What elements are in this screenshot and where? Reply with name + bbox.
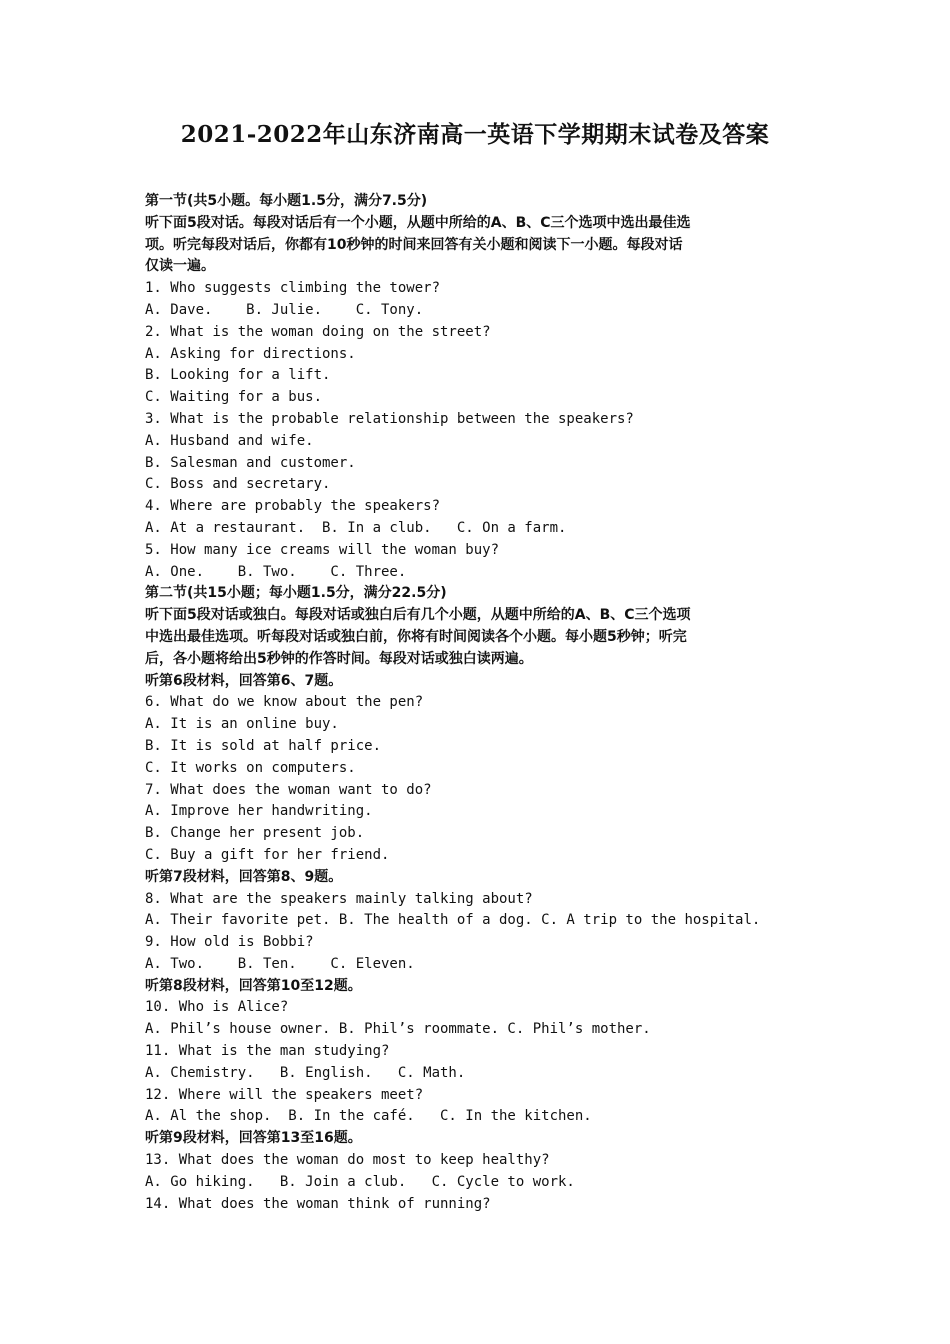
answer-options: A. Their favorite pet. B. The health of a dog. C. A trip to the hospital. bbox=[145, 912, 761, 929]
document-title: 2021-2022年山东济南高一英语下学期期末试卷及答案 bbox=[180, 121, 770, 148]
question-text: 6. What do we know about the pen? bbox=[145, 694, 424, 711]
answer-options: B. Looking for a lift. bbox=[145, 367, 331, 384]
question-text: 10. Who is Alice? bbox=[145, 999, 289, 1016]
section-heading: 中选出最佳选项。听每段对话或独白前，你将有时间阅读各个小题。每小题5秒钟；听完 bbox=[145, 628, 687, 645]
document-body bbox=[145, 191, 810, 1215]
answer-options: B. Change her present job. bbox=[145, 825, 365, 842]
question-text: 11. What is the man studying? bbox=[145, 1043, 390, 1060]
answer-options: A. Two. B. Ten. C. Eleven. bbox=[145, 955, 415, 972]
section-heading: 听第8段材料，回答第10至12题。 bbox=[145, 977, 362, 994]
question-text: 13. What does the woman do most to keep healthy? bbox=[145, 1152, 550, 1169]
answer-options: C. It works on computers. bbox=[145, 759, 356, 776]
question-text: 14. What does the woman think of running? bbox=[145, 1195, 491, 1212]
question-text: 2. What is the woman doing on the street? bbox=[145, 323, 491, 340]
answer-options: C. Buy a gift for her friend. bbox=[145, 846, 390, 863]
question-text: 9. How old is Bobbi? bbox=[145, 934, 314, 951]
question-text: 3. What is the probable relationship between the speakers? bbox=[145, 410, 634, 427]
answer-options: B. It is sold at half price. bbox=[145, 737, 382, 754]
question-text: 7. What does the woman want to do? bbox=[145, 781, 432, 798]
answer-options: A. Husband and wife. bbox=[145, 432, 314, 449]
answer-options: A. Improve her handwriting. bbox=[145, 803, 373, 820]
answer-options: A. At a restaurant. B. In a club. C. On a farm. bbox=[145, 519, 567, 536]
section-heading: 第二节(共15小题；每小题1.5分，满分22.5分) bbox=[145, 585, 447, 602]
section-heading: 听第7段材料，回答第8、9题。 bbox=[145, 868, 343, 885]
answer-options: A. Dave. B. Julie. C. Tony. bbox=[145, 301, 424, 318]
question-text: 4. Where are probably the speakers? bbox=[145, 498, 441, 515]
section-heading: 听下面5段对话或独白。每段对话或独白后有几个小题，从题中所给的A、B、C三个选项 bbox=[145, 607, 691, 624]
question-text: 12. Where will the speakers meet? bbox=[145, 1086, 424, 1103]
answer-options: A. Phil’s house owner. B. Phil’s roommate. C. Phil’s mother. bbox=[145, 1021, 651, 1038]
answer-options: A. One. B. Two. C. Three. bbox=[145, 563, 407, 580]
answer-options: B. Salesman and customer. bbox=[145, 454, 356, 471]
answer-options: A. Go hiking. B. Join a club. C. Cycle to work. bbox=[145, 1173, 575, 1190]
section-heading: 听第6段材料，回答第6、7题。 bbox=[145, 672, 343, 689]
answer-options: A. Asking for directions. bbox=[145, 345, 356, 362]
answer-options: C. Boss and secretary. bbox=[145, 476, 331, 493]
answer-options: A. Al the shop. B. In the café. C. In the kitchen. bbox=[145, 1108, 592, 1125]
question-text: 5. How many ice creams will the woman buy? bbox=[145, 541, 500, 558]
section-heading: 后，各小题将给出5秒钟的作答时间。每段对话或独白读两遍。 bbox=[145, 650, 533, 667]
section-heading: 项。听完每段对话后，你都有10秒钟的时间来回答有关小题和阅读下一小题。每段对话 bbox=[145, 236, 683, 253]
section-heading: 第一节(共5小题。每小题1.5分，满分7.5分) bbox=[145, 193, 428, 209]
question-text: 1. Who suggests climbing the tower? bbox=[145, 280, 441, 297]
section-heading: 听第9段材料，回答第13至16题。 bbox=[145, 1130, 362, 1147]
answer-options: C. Waiting for a bus. bbox=[145, 389, 323, 406]
answer-options: A. Chemistry. B. English. C. Math. bbox=[145, 1064, 466, 1081]
section-heading: 仅读一遍。 bbox=[145, 258, 215, 275]
section-heading: 听下面5段对话。每段对话后有一个小题，从题中所给的A、B、C三个选项中选出最佳选 bbox=[145, 214, 691, 231]
question-text: 8. What are the speakers mainly talking about? bbox=[145, 890, 533, 907]
answer-options: A. It is an online buy. bbox=[145, 716, 339, 733]
